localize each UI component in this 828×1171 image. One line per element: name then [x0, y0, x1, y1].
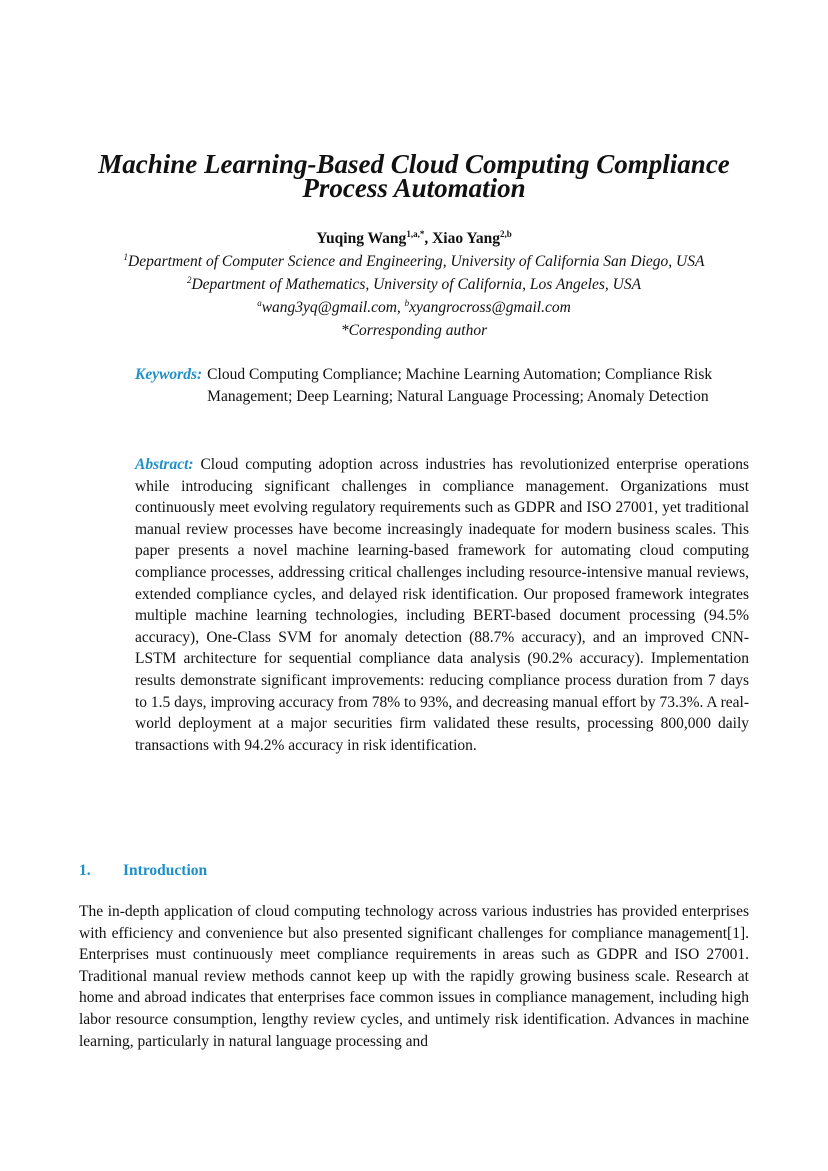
- affiliation-2: [60, 273, 768, 296]
- abstract-block: [135, 454, 749, 756]
- corresponding-author: *Corresponding author: [340, 322, 488, 339]
- email-a-sup: a: [257, 298, 262, 308]
- affiliation-1: [60, 250, 768, 273]
- paper-title: Machine Learning-Based Cloud Computing Compliance Process Automation: [98, 149, 730, 203]
- abstract-label: Abstract:: [135, 456, 194, 473]
- keywords-block: [135, 364, 735, 408]
- author-2-sup: 2,b: [499, 229, 512, 239]
- authors-block: [60, 228, 768, 342]
- email-a: wang3yq@gmail.com,: [261, 299, 405, 316]
- keywords-label: Keywords:: [135, 366, 203, 383]
- email-b: xyangrocross@gmail.com: [409, 299, 571, 316]
- section-number: 1.: [79, 862, 91, 879]
- author-2-name: Xiao Yang: [432, 230, 500, 247]
- keywords-text: Cloud Computing Compliance; Machine Learning Automation; Compliance Risk Management; Deep Learning; Natural Language Processing; Anomaly Detection: [207, 366, 713, 405]
- section-title: Introduction: [123, 862, 208, 879]
- author-1-name: Yuqing Wang: [316, 230, 407, 247]
- abstract-text: Cloud computing adoption across industries has revolutionized enterprise operations while introducing significant challenges in compliance management. Organizations must continuously meet evolving regulatory requirements such as GDPR and ISO 27001, yet traditional manual review processes have become increasingly inadequate for modern business scales. This paper presents a novel machine learning-based framework for automating cloud computing compliance processes, addressing critical challenges including resource-intensive manual reviews, extended compliance cycles, and delayed risk identification. Our proposed framework integrates multiple machine learning technologies, including BERT-based document processing (94.5% accuracy), One-Class SVM for anomaly detection (88.7% accuracy), and an improved CNN-LSTM architecture for sequential compliance data analysis (90.2% accuracy). Implementation results demonstrate significant improvements: reducing compliance process duration from 7 days to 1.5 days, improving accuracy from 78% to 93%, and decreasing manual effort by 73.3%. A real-world deployment at a major securities firm validated these results, processing 800,000 daily transactions with 94.2% accuracy in risk identification.: [135, 456, 749, 754]
- email-line: [60, 296, 768, 319]
- affiliation-1-text: Department of Computer Science and Engineering, University of California San Diego, USA: [128, 253, 705, 270]
- affiliation-2-text: Department of Mathematics, University of California, Los Angeles, USA: [191, 276, 642, 293]
- email-b-sup: b: [404, 298, 410, 308]
- author-separator: ,: [424, 230, 433, 247]
- title-block: [60, 149, 768, 203]
- section-heading: [79, 862, 207, 880]
- affiliation-2-sup: 2: [186, 275, 192, 285]
- author-1-sup: 1,a,*: [406, 229, 425, 239]
- affiliation-1-sup: 1: [123, 252, 129, 262]
- introduction-text: The in-depth application of cloud computing technology across various industries has provided enterprises with efficiency and convenience but also presented significant challenges for compliance management[1]. Enterprises must continuously meet compliance requirements in areas such as GDPR and ISO 27001. Traditional manual review methods cannot keep up with the rapidly growing business scale. Research at home and abroad indicates that enterprises face common issues in compliance management, including high labor resource consumption, lengthy review cycles, and untimely risk identification. Advances in machine learning, particularly in natural language processing and: [79, 903, 749, 1050]
- author-line: [60, 228, 768, 250]
